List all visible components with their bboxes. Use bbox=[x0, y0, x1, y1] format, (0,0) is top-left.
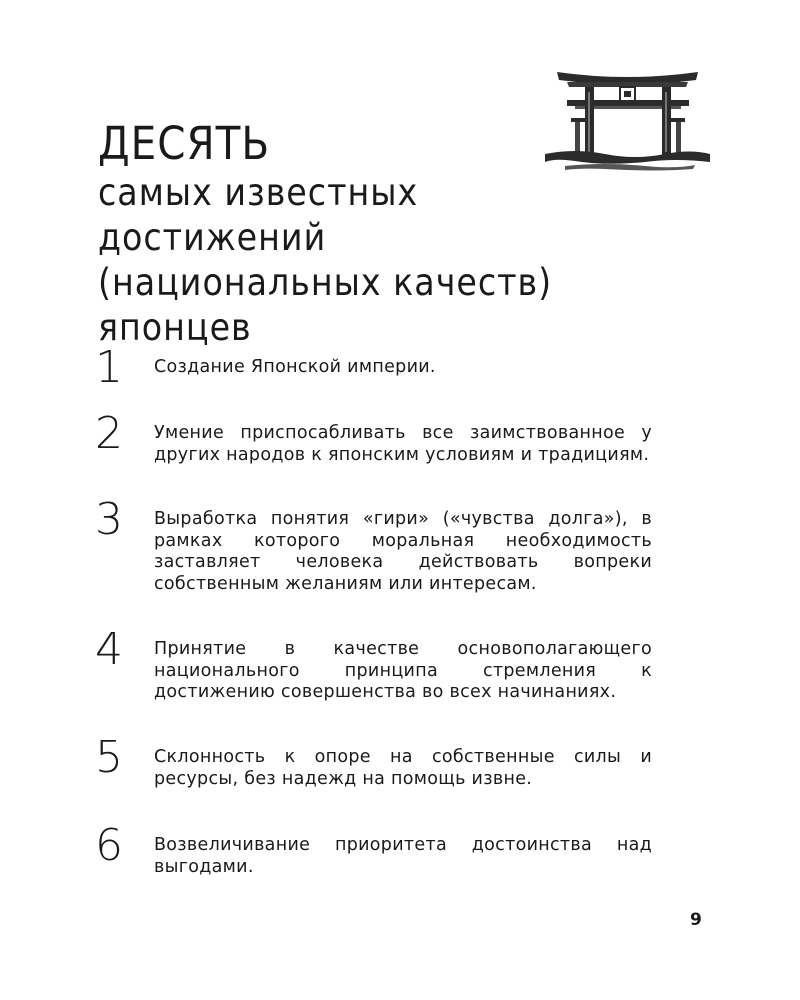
item-number: 3 bbox=[95, 494, 123, 545]
item-text: Создание Японской империи. bbox=[154, 357, 436, 377]
heading-line-1: самых известных bbox=[98, 171, 419, 214]
item-number: 4 bbox=[95, 624, 123, 675]
item-number: 6 bbox=[95, 820, 123, 871]
item-text: Выработка понятия «гири» («чувства долга»), в рамках которого моральная необходимость заставляет человека действовать вопреки собственным желаниям или интересам. bbox=[154, 509, 652, 594]
heading-line-2: достижений bbox=[98, 216, 327, 259]
heading-title: ДЕСЯТЬ bbox=[98, 117, 271, 170]
page-heading bbox=[98, 118, 698, 350]
item-text: Принятие в качестве основополагающего национального принципа стремления к достижению совершенства во всех начинаниях. bbox=[154, 639, 652, 703]
page-number: 9 bbox=[690, 910, 702, 930]
item-number: 1 bbox=[95, 342, 123, 393]
heading-line-3: (национальных качеств) bbox=[98, 261, 553, 304]
heading-line-4: японцев bbox=[98, 306, 252, 349]
item-number: 2 bbox=[95, 408, 123, 459]
item-text: Умение приспосабливать все заимствованное у других народов к японским условиям и традициям. bbox=[154, 423, 652, 465]
item-number: 5 bbox=[95, 732, 123, 783]
item-text: Возвеличивание приоритета достоинства над выгодами. bbox=[154, 835, 652, 877]
item-text: Склонность к опоре на собственные силы и ресурсы, без надежд на помощь извне. bbox=[154, 747, 652, 789]
